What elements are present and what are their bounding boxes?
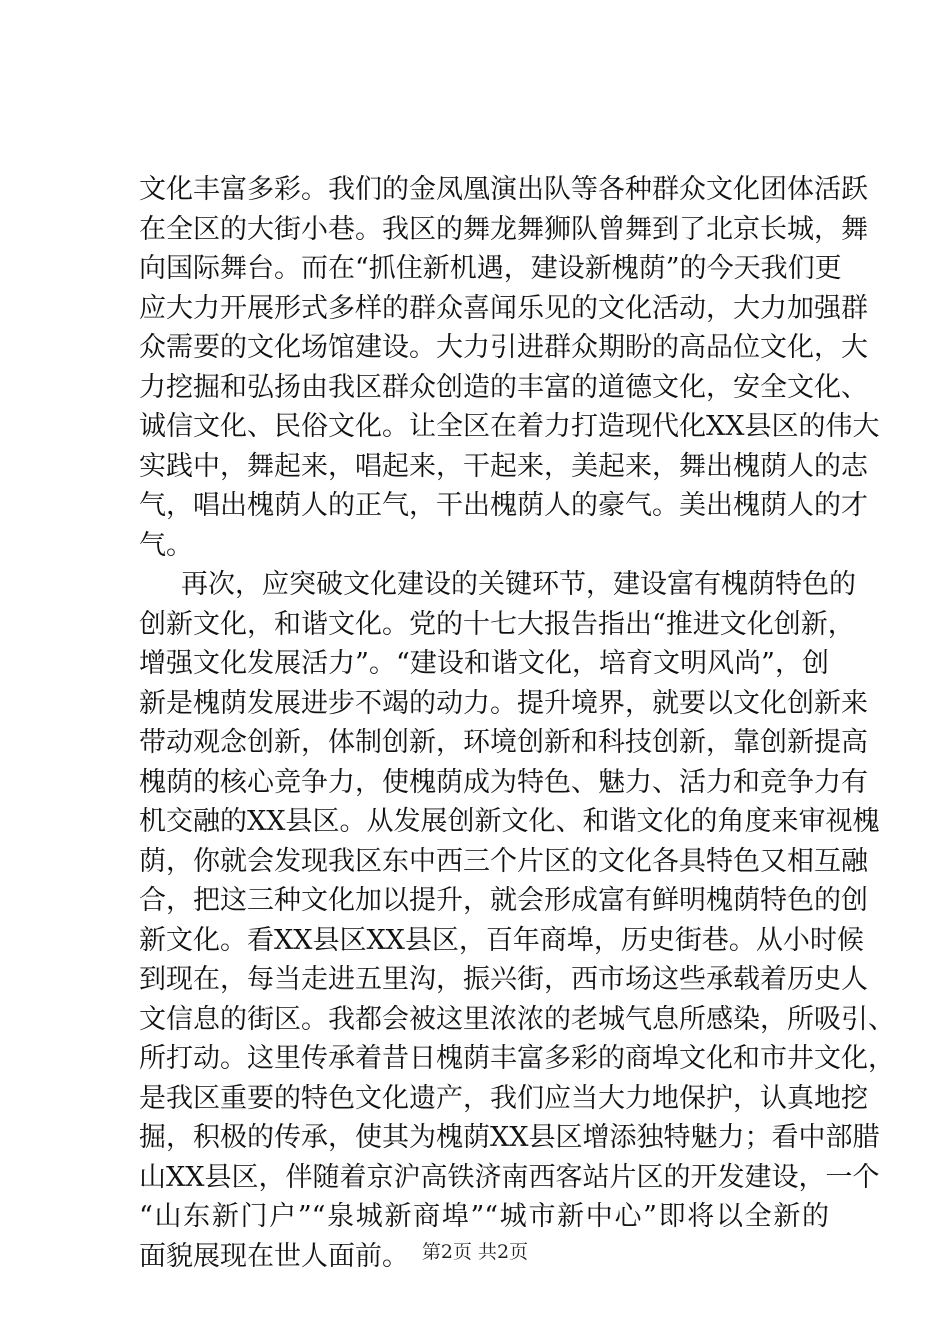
text-line: 所打动。这里传承着昔日槐荫丰富多彩的商埠文化和市井文化， bbox=[139, 1043, 895, 1074]
text-line: 新是槐荫发展进步不竭的动力。提升境界，就要以文化创新来 bbox=[139, 687, 868, 719]
text-line: 气，唱出槐荫人的正气，干出槐荫人的豪气。美出槐荫人的才 bbox=[139, 490, 868, 521]
text-line: 众需要的文化场馆建设。大力引进群众期盼的高品位文化，大 bbox=[139, 332, 868, 363]
text-line: 再次，应突破文化建设的关键环节，建设富有槐荫特色的 bbox=[181, 569, 856, 600]
text-line: 力挖掘和弘扬由我区群众创造的丰富的道德文化，安全文化、 bbox=[139, 371, 868, 403]
text-line: 在全区的大街小巷。我区的舞龙舞狮队曾舞到了北京长城，舞 bbox=[139, 213, 868, 245]
document-body bbox=[139, 170, 895, 1276]
text-line: “山东新门户”“泉城新商埠”“城市新中心”即将以全新的 bbox=[139, 1201, 829, 1232]
text-line: 实践中，舞起来，唱起来，干起来，美起来，舞出槐荫人的志 bbox=[139, 450, 868, 482]
text-line: 文化丰富多彩。我们的金凤凰演出队等各种群众文化团体活跃 bbox=[139, 174, 868, 205]
text-line: 槐荫的核心竞争力，使槐荫成为特色、魅力、活力和竞争力有 bbox=[139, 766, 868, 798]
text-line: 新文化。看XX县区XX县区，百年商埠，历史街巷。从小时候 bbox=[139, 924, 864, 956]
text-line: 气。 bbox=[139, 529, 193, 561]
paragraph bbox=[139, 170, 880, 565]
text-line: 应大力开展形式多样的群众喜闻乐见的文化活动，大力加强群 bbox=[139, 292, 868, 324]
text-line: 荫，你就会发现我区东中西三个片区的文化各具特色又相互融 bbox=[139, 845, 868, 877]
text-line: 山XX县区，伴随着京沪高铁济南西客站片区的开发建设，一个 bbox=[139, 1161, 880, 1193]
text-line: 增强文化发展活力”。“建设和谐文化，培育文明风尚”，创 bbox=[139, 648, 829, 679]
text-line: 诚信文化、民俗文化。让全区在着力打造现代化XX县区的伟大 bbox=[139, 411, 880, 442]
text-line: 面貌展现在世人面前。 bbox=[139, 1240, 409, 1272]
text-line: 创新文化，和谐文化。党的十七大报告指出“推进文化创新， bbox=[139, 608, 855, 640]
text-line: 是我区重要的特色文化遗产，我们应当大力地保护，认真地挖 bbox=[139, 1082, 868, 1114]
text-line: 机交融的XX县区。从发展创新文化、和谐文化的角度来审视槐 bbox=[139, 806, 880, 837]
text-line: 到现在，每当走进五里沟，振兴街，西市场这些承载着历史人 bbox=[139, 964, 868, 995]
text-line: 掘，积极的传承，使其为槐荫XX县区增添独特魅力；看中部腊 bbox=[139, 1122, 880, 1153]
text-line: 文信息的街区。我都会被这里浓浓的老城气息所感染，所吸引、 bbox=[139, 1003, 895, 1035]
text-line: 带动观念创新，体制创新，环境创新和科技创新，靠创新提高 bbox=[139, 727, 868, 758]
text-line: 向国际舞台。而在“抓住新机遇，建设新槐荫”的今天我们更 bbox=[139, 253, 842, 284]
paragraph bbox=[139, 565, 895, 1276]
text-line: 合，把这三种文化加以提升，就会形成富有鲜明槐荫特色的创 bbox=[139, 885, 868, 916]
page-footer: 第2页 共2页 bbox=[421, 1241, 529, 1263]
